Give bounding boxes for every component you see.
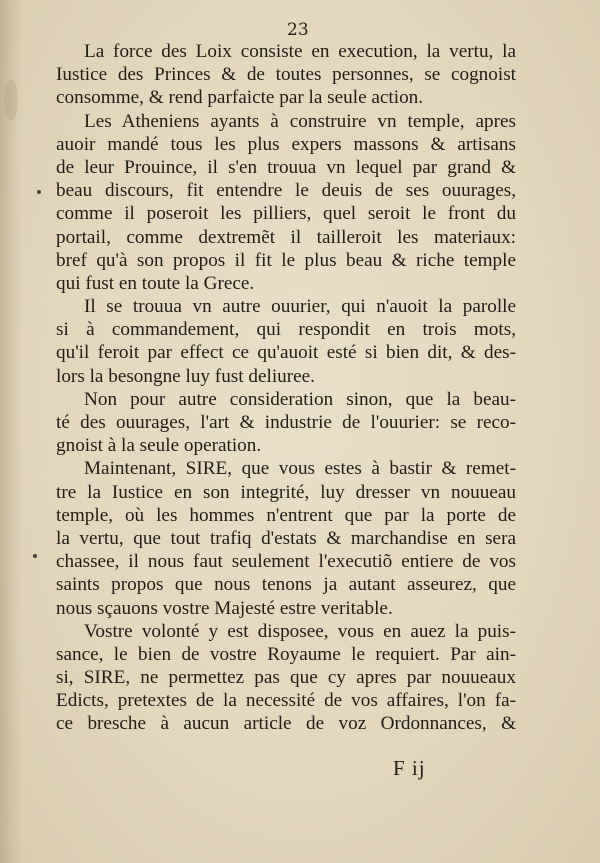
text-line: bref qu'à son propos il fit le plus beau & riche temple [56,249,516,271]
text-line: de leur Prouince, il s'en trouua vn lequel par grand & [56,156,516,178]
paper-stain [4,80,18,120]
text-line: portail, comme dextremẽt il tailleroit les materiaux: [56,226,516,248]
text-line: Edicts, pretextes de la necessité de vos affaires, l'on fa- [56,690,516,712]
text-line: nous sçauons vostre Majesté estre veritable. [56,597,393,619]
text-line: comme il poseroit les pilliers, quel seroit le front du [56,203,516,225]
text-line: sance, le bien de vostre Royaume le requiert. Par ain- [56,643,516,665]
text-line: la vertu, que tout trafiq d'estats & marchandise en sera [56,527,516,549]
text-line: si à commandement, qui respondit en trois mots, [56,319,516,341]
text-line: si, SIRE, ne permettez pas que cy apres par nouueaux [56,667,516,689]
text-line: beau discours, fit entendre le deuis de ses ouurages, [56,180,516,202]
text-line: Iustice des Princes & de toutes personnes, se cognoist [56,64,516,86]
text-line: gnoist à la seule operation. [56,435,262,457]
text-line: qu'il feroit par effect ce qu'auoit esté si bien dit, & des- [56,342,516,364]
text-line: chassee, il nous faut seulement l'executiõ entiere de vos [56,551,516,573]
text-line: Maintenant, SIRE, que vous estes à bastir & remet- [84,458,516,480]
ink-speck [33,554,37,558]
page-number: 23 [287,20,309,40]
text-line: Il se trouua vn autre ouurier, qui n'auoit la parolle [84,296,516,318]
text-line: Les Atheniens ayants à construire vn temple, apres [84,110,516,132]
gutter-shadow [0,0,22,863]
text-line: La force des Loix consiste en execution, la vertu, la [84,41,516,62]
text-line: Non pour autre consideration sinon, que la beau- [84,388,516,410]
text-line: consomme, & rend parfaicte par la seule action. [56,87,424,109]
text-line: auoir mandé tous les plus expers massons & artisans [56,133,516,155]
ink-speck [37,190,41,194]
body-text [56,40,516,736]
text-line: qui fust en toute la Grece. [56,272,255,294]
text-line: té des ouurages, l'art & industrie de l'ouurier: se reco- [56,412,516,433]
text-line: temple, où les hommes n'entrent que par la porte de [56,504,516,526]
text-line: ce bresche à aucun article de voz Ordonnances, & [56,713,516,735]
text-line: lors la besongne luy fust deliuree. [56,365,315,387]
text-line: saints propos que nous tenons ja autant asseurez, que [56,574,516,596]
text-line: Vostre volonté y est disposee, vous en auez la puis- [84,620,516,642]
signature-mark: F ij [393,756,426,780]
text-line: tre la Iustice en son integrité, luy dresser vn nouueau [56,481,516,503]
